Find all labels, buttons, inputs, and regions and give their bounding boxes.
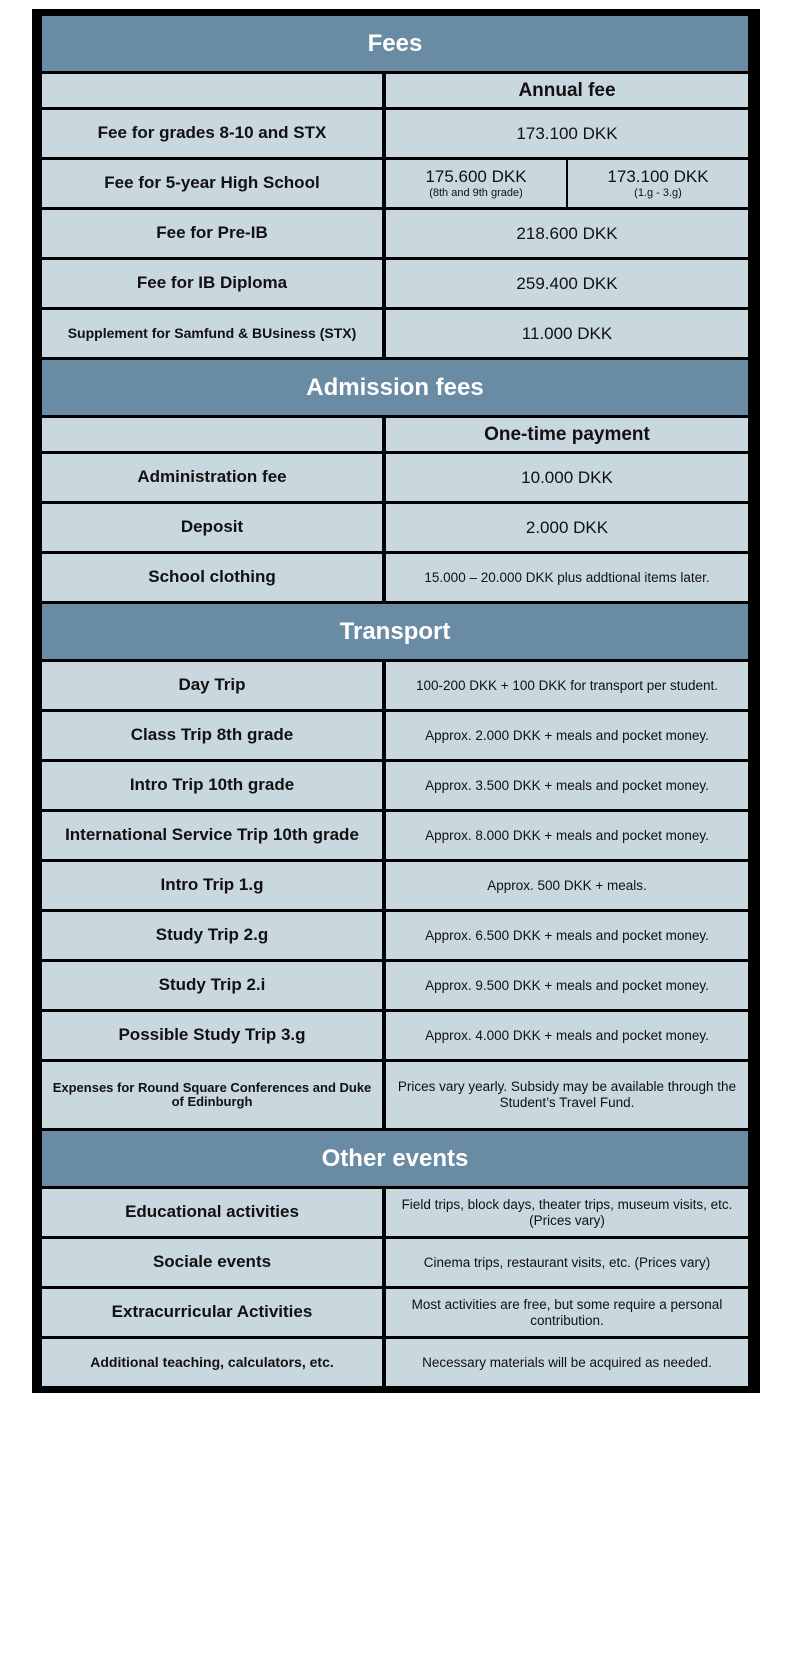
- row-label: Deposit: [42, 504, 382, 551]
- table-row: [42, 812, 748, 859]
- row-value: Prices vary yearly. Subsidy may be available through the Student’s Travel Fund.: [386, 1062, 748, 1128]
- row-label: Possible Study Trip 3.g: [42, 1012, 382, 1059]
- table-row: [42, 160, 748, 207]
- column-header-one-time-payment: One-time payment: [386, 418, 748, 451]
- row-label: Expenses for Round Square Conferences and Duke of Edinburgh: [42, 1062, 382, 1128]
- table-row: [42, 504, 748, 551]
- row-value: Approx. 500 DKK + meals.: [386, 862, 748, 909]
- table-row: [42, 310, 748, 357]
- fee-table-frame: [32, 9, 760, 1393]
- row-label: Study Trip 2.g: [42, 912, 382, 959]
- table-row: [42, 1289, 748, 1336]
- column-header-row: [42, 418, 748, 451]
- row-value: Necessary materials will be acquired as needed.: [386, 1339, 748, 1386]
- row-label: Fee for grades 8-10 and STX: [42, 110, 382, 157]
- row-label: Class Trip 8th grade: [42, 712, 382, 759]
- table-row: [42, 862, 748, 909]
- table-row: [42, 662, 748, 709]
- row-label: Fee for 5-year High School: [42, 160, 382, 207]
- row-label: Day Trip: [42, 662, 382, 709]
- row-value: 11.000 DKK: [386, 310, 748, 357]
- table-row: [42, 712, 748, 759]
- row-value: Approx. 8.000 DKK + meals and pocket money.: [386, 812, 748, 859]
- row-label: Sociale events: [42, 1239, 382, 1286]
- table-row: [42, 260, 748, 307]
- table-row: [42, 110, 748, 157]
- row-note: (1.g - 3.g): [634, 187, 682, 200]
- row-value: Cinema trips, restaurant visits, etc. (Prices vary): [386, 1239, 748, 1286]
- row-value: 259.400 DKK: [386, 260, 748, 307]
- row-value-split: [386, 160, 748, 207]
- table-row: [42, 1239, 748, 1286]
- section-header-admission-fees: Admission fees: [42, 360, 748, 415]
- row-label: School clothing: [42, 554, 382, 601]
- section-header-fees: Fees: [42, 16, 748, 71]
- row-label: Study Trip 2.i: [42, 962, 382, 1009]
- row-label: Additional teaching, calculators, etc.: [42, 1339, 382, 1386]
- table-row: [42, 1189, 748, 1236]
- table-row: [42, 912, 748, 959]
- row-value: 218.600 DKK: [386, 210, 748, 257]
- row-label: Intro Trip 1.g: [42, 862, 382, 909]
- split-cell-upper-grades: [568, 160, 748, 207]
- table-row: [42, 962, 748, 1009]
- table-row: [42, 1339, 748, 1386]
- row-value: Approx. 6.500 DKK + meals and pocket money.: [386, 912, 748, 959]
- row-label: Fee for Pre-IB: [42, 210, 382, 257]
- section-header-transport: Transport: [42, 604, 748, 659]
- row-label: Administration fee: [42, 454, 382, 501]
- row-value: 175.600 DKK: [425, 166, 527, 186]
- row-value: Approx. 3.500 DKK + meals and pocket money.: [386, 762, 748, 809]
- row-value: 173.100 DKK: [386, 110, 748, 157]
- row-value: Most activities are free, but some require a personal contribution.: [386, 1289, 748, 1336]
- row-note: (8th and 9th grade): [429, 187, 523, 200]
- row-value: 173.100 DKK: [607, 166, 709, 186]
- row-value: 2.000 DKK: [386, 504, 748, 551]
- column-header-row: [42, 74, 748, 107]
- fee-table: [42, 16, 748, 1386]
- row-value: Field trips, block days, theater trips, museum visits, etc. (Prices vary): [386, 1189, 748, 1236]
- row-label: Fee for IB Diploma: [42, 260, 382, 307]
- table-row: [42, 454, 748, 501]
- row-label: International Service Trip 10th grade: [42, 812, 382, 859]
- table-row: [42, 554, 748, 601]
- column-header-annual-fee: Annual fee: [386, 74, 748, 107]
- table-row: [42, 1062, 748, 1128]
- row-value: 10.000 DKK: [386, 454, 748, 501]
- row-value: Approx. 2.000 DKK + meals and pocket money.: [386, 712, 748, 759]
- table-row: [42, 762, 748, 809]
- row-label: Intro Trip 10th grade: [42, 762, 382, 809]
- row-value: 15.000 – 20.000 DKK plus addtional items later.: [386, 554, 748, 601]
- table-row: [42, 210, 748, 257]
- table-row: [42, 1012, 748, 1059]
- row-value: Approx. 9.500 DKK + meals and pocket money.: [386, 962, 748, 1009]
- section-header-other-events: Other events: [42, 1131, 748, 1186]
- row-value: 100-200 DKK + 100 DKK for transport per student.: [386, 662, 748, 709]
- row-value: Approx. 4.000 DKK + meals and pocket money.: [386, 1012, 748, 1059]
- split-cell-lower-grades: [386, 160, 566, 207]
- row-label: Educational activities: [42, 1189, 382, 1236]
- row-label: Extracurricular Activities: [42, 1289, 382, 1336]
- row-label: Supplement for Samfund & BUsiness (STX): [42, 310, 382, 357]
